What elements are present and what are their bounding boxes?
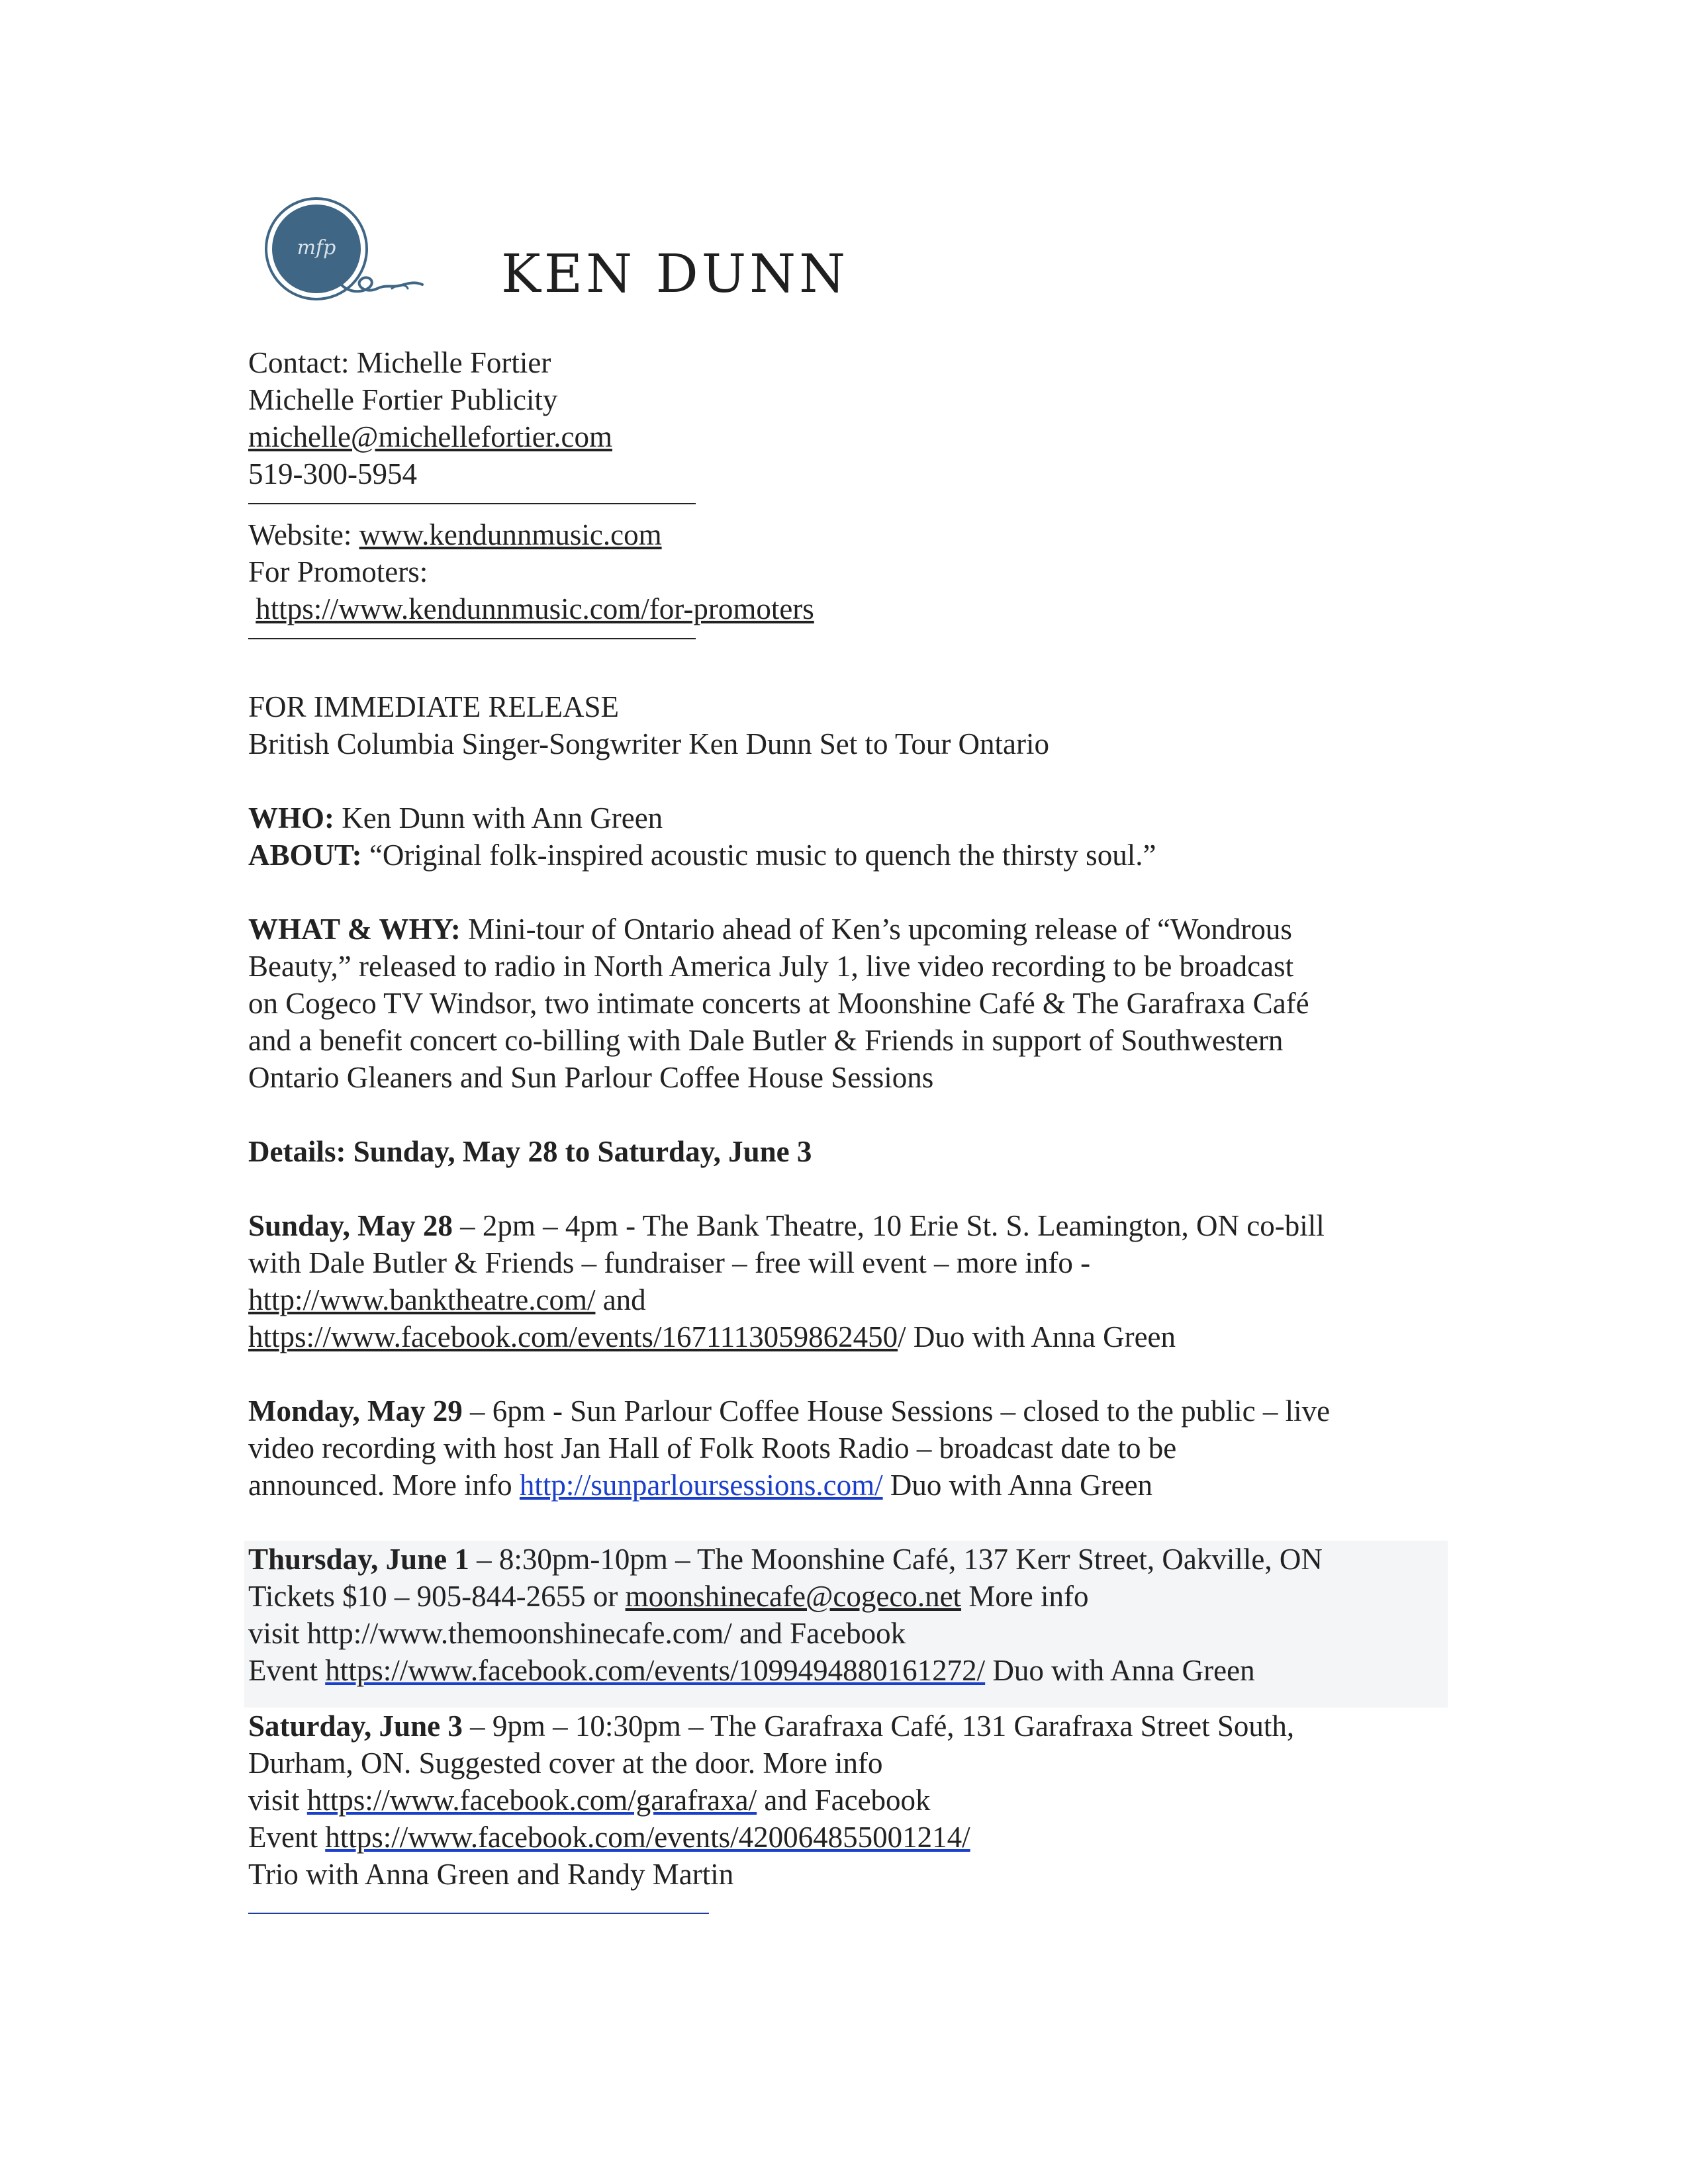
event-text: Duo with Anna Green bbox=[985, 1654, 1255, 1687]
event-text: / Duo with Anna Green bbox=[898, 1320, 1176, 1353]
divider bbox=[248, 1913, 709, 1914]
what-text-1: Mini-tour of Ontario ahead of Ken’s upcoming release of “Wondrous bbox=[460, 913, 1292, 946]
contact-company: Michelle Fortier Publicity bbox=[248, 383, 558, 416]
event-date-may29: Monday, May 29 bbox=[248, 1394, 463, 1428]
event-text: video recording with host Jan Hall of Folk Roots Radio – broadcast date to be bbox=[248, 1432, 1177, 1465]
what-text-2: Beauty,” released to radio in North America July 1, live video recording to be broadcast bbox=[248, 950, 1294, 983]
sunparlour-link[interactable]: http://sunparloursessions.com/ bbox=[519, 1469, 883, 1502]
event-text: More info bbox=[961, 1580, 1089, 1613]
facebook-event-link-june3[interactable]: https://www.facebook.com/events/420064855001214/ bbox=[325, 1821, 970, 1854]
divider bbox=[248, 503, 696, 504]
moonshine-email-link[interactable]: moonshinecafe@cogeco.net bbox=[625, 1580, 962, 1613]
website-label: Website: bbox=[248, 518, 359, 551]
event-text: Trio with Anna Green and Randy Martin bbox=[248, 1858, 734, 1891]
event-text: Duo with Anna Green bbox=[882, 1469, 1153, 1502]
website-link[interactable]: www.kendunnmusic.com bbox=[359, 518, 662, 551]
event-text: announced. More info bbox=[248, 1469, 520, 1502]
mfp-logo bbox=[259, 196, 438, 308]
what-text-5: Ontario Gleaners and Sun Parlour Coffee House Sessions bbox=[248, 1061, 934, 1094]
event-text: visit http://www.themoonshinecafe.com/ and Facebook bbox=[248, 1617, 906, 1650]
facebook-event-link-may28[interactable]: https://www.facebook.com/events/1671113059862450 bbox=[248, 1320, 898, 1353]
what-label: WHAT & WHY: bbox=[248, 913, 461, 946]
divider bbox=[248, 638, 696, 639]
page-title: KEN DUNN bbox=[501, 243, 849, 304]
garafraxa-facebook-link[interactable]: https://www.facebook.com/garafraxa/ bbox=[306, 1784, 757, 1817]
facebook-event-link-june1[interactable]: https://www.facebook.com/events/1099494880161272/ bbox=[325, 1654, 986, 1687]
banktheatre-link[interactable]: http://www.banktheatre.com/ bbox=[248, 1283, 596, 1316]
release-subheading: British Columbia Singer-Songwriter Ken Dunn Set to Tour Ontario bbox=[248, 727, 1050, 760]
promoters-link[interactable]: https://www.kendunnmusic.com/for-promoters bbox=[256, 592, 814, 625]
about-text: “Original folk-inspired acoustic music to quench the thirsty soul.” bbox=[361, 839, 1156, 872]
event-text: Event bbox=[248, 1654, 326, 1687]
event-date-june3: Saturday, June 3 bbox=[248, 1709, 463, 1743]
event-text: – 8:30pm-10pm – The Moonshine Café, 137 Kerr Street, Oakville, ON bbox=[469, 1543, 1323, 1576]
details-heading: Details: Sunday, May 28 to Saturday, June 3 bbox=[248, 1135, 812, 1168]
event-text: – 9pm – 10:30pm – The Garafraxa Café, 131 Garafraxa Street South, bbox=[462, 1709, 1295, 1743]
event-text: visit bbox=[248, 1784, 307, 1817]
about-label: ABOUT: bbox=[248, 839, 362, 872]
what-text-3: on Cogeco TV Windsor, two intimate concerts at Moonshine Café & The Garafraxa Café bbox=[248, 987, 1309, 1020]
event-text: – 2pm – 4pm - The Bank Theatre, 10 Erie St. S. Leamington, ON co-bill bbox=[452, 1209, 1325, 1242]
contact-phone: 519-300-5954 bbox=[248, 457, 417, 490]
event-text: – 6pm - Sun Parlour Coffee House Sessions – closed to the public – live bbox=[462, 1394, 1331, 1428]
promoters-label: For Promoters: bbox=[248, 555, 428, 588]
event-text: Durham, ON. Suggested cover at the door. More info bbox=[248, 1747, 883, 1780]
contact-name: Contact: Michelle Fortier bbox=[248, 346, 551, 379]
release-heading: FOR IMMEDIATE RELEASE bbox=[248, 690, 619, 723]
event-text: with Dale Butler & Friends – fundraiser – free will event – more info - bbox=[248, 1246, 1091, 1279]
event-date-may28: Sunday, May 28 bbox=[248, 1209, 453, 1242]
event-text: and bbox=[595, 1283, 646, 1316]
event-text: Tickets $10 – 905-844-2655 or bbox=[248, 1580, 626, 1613]
logo-monogram: mfp bbox=[297, 236, 336, 259]
event-block-june1 bbox=[244, 1541, 1448, 1707]
who-label: WHO: bbox=[248, 801, 334, 835]
release-body bbox=[248, 344, 1460, 1926]
event-date-june1: Thursday, June 1 bbox=[248, 1543, 469, 1576]
event-text: Event bbox=[248, 1821, 326, 1854]
what-text-4: and a benefit concert co-billing with Dale Butler & Friends in support of Southwestern bbox=[248, 1024, 1284, 1057]
event-text: and Facebook bbox=[757, 1784, 931, 1817]
contact-email-link[interactable]: michelle@michellefortier.com bbox=[248, 420, 612, 453]
who-text: Ken Dunn with Ann Green bbox=[334, 801, 663, 835]
